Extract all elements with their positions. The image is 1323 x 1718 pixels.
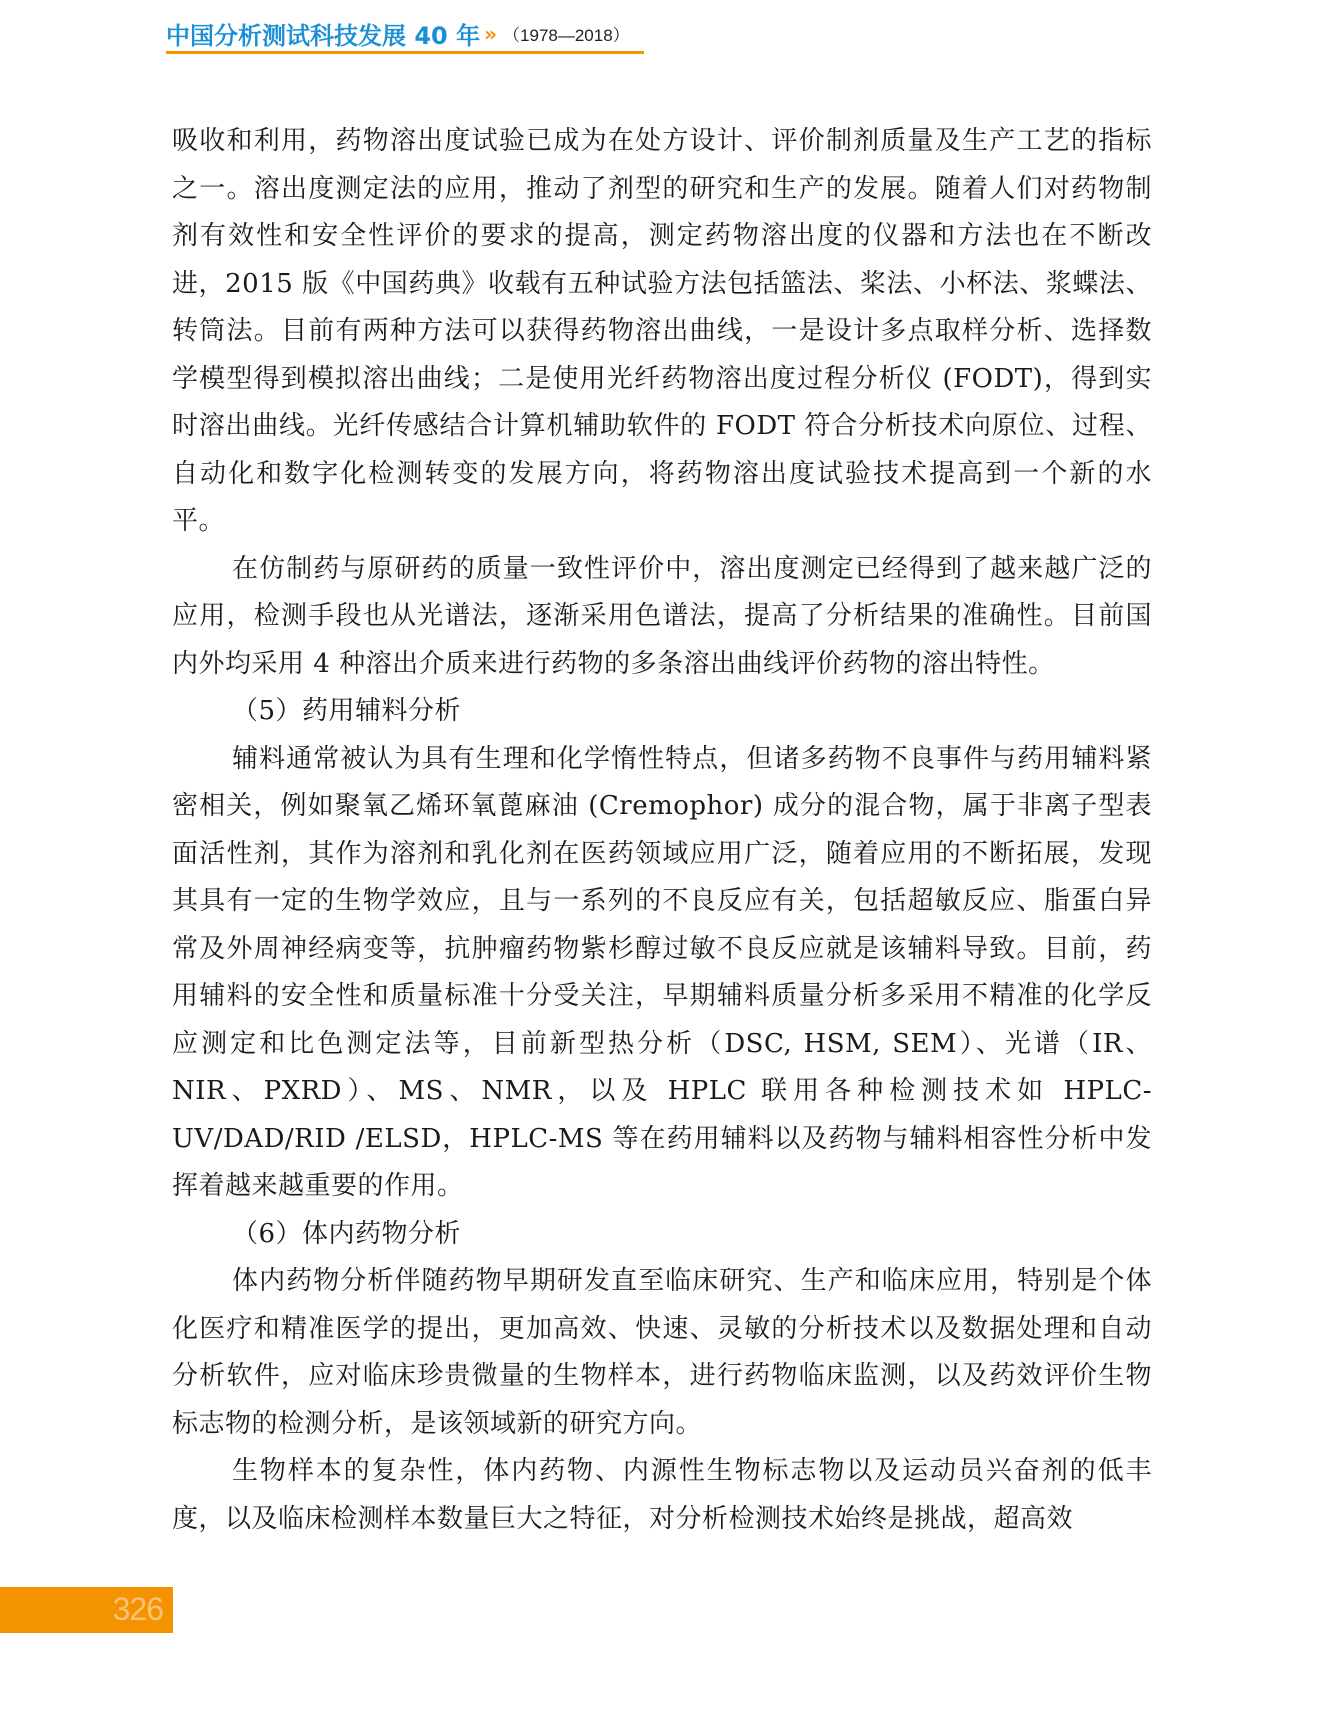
paragraph-excipient-analysis: 辅料通常被认为具有生理和化学惰性特点，但诸多药物不良事件与药用辅料紧密相关，例如聚氧乙烯环氧蓖麻油 (Cremophor) 成分的混合物，属于非离子型表面活性剂，其作为溶剂和乳化剂在医药领域应用广泛，随着应用的不断拓展，发现其具有一定的生物学效应，且与一系列的不良反应有关，包括超敏反应、脂蛋白异常及外周神经病变等，抗肿瘤药物紫杉醇过敏不良反应就是该辅料导致。目前，药用辅料的安全性和质量标准十分受关注，早期辅料质量分析多采用不精准的化学反应测定和比色测定法等，目前新型热分析（DSC, HSM, SEM）、光谱（IR、NIR、PXRD）、MS、NMR，以及 HPLC 联用各种检测技术如 HPLC-UV/DAD/RID /ELSD，HPLC-MS 等在药用辅料以及药物与辅料相容性分析中发挥着越来越重要的作用。 xyxy=(172,743,1152,1201)
paragraph-biological-samples: 生物样本的复杂性，体内药物、内源性生物标志物以及运动员兴奋剂的低丰度，以及临床检测样本数量巨大之特征，对分析检测技术始终是挑战，超高效 xyxy=(172,1456,1152,1534)
book-title: 中国分析测试科技发展 40 年 xyxy=(166,22,481,50)
double-chevron-icon: » xyxy=(484,21,498,46)
body-text xyxy=(172,118,1152,1543)
paragraph-consistency-evaluation: 在仿制药与原研药的质量一致性评价中，溶出度测定已经得到了越来越广泛的应用，检测手段也从光谱法，逐渐采用色谱法，提高了分析结果的准确性。目前国内外均采用 4 种溶出介质来进行药物的多条溶出曲线评价药物的溶出特性。 xyxy=(172,553,1152,679)
paragraph-dissolution-continued: 吸收和利用，药物溶出度试验已成为在处方设计、评价制剂质量及生产工艺的指标之一。溶出度测定法的应用，推动了剂型的研究和生产的发展。随着人们对药物制剂有效性和安全性评价的要求的提高，测定药物溶出度的仪器和方法也在不断改进，2015 版《中国药典》收载有五种试验方法包括篮法、桨法、小杯法、浆蝶法、转筒法。目前有两种方法可以获得药物溶出曲线，一是设计多点取样分析、选择数学模型得到模拟溶出曲线；二是使用光纤药物溶出度过程分析仪 (FODT)，得到实时溶出曲线。光纤传感结合计算机辅助软件的 FODT 符合分析技术向原位、过程、自动化和数字化检测转变的发展方向，将药物溶出度试验技术提高到一个新的水平。 xyxy=(172,126,1152,536)
book-years: （1978—2018） xyxy=(503,26,630,45)
section-heading-in-vivo-analysis: （6）体内药物分析 xyxy=(232,1218,462,1249)
header-rule xyxy=(166,51,644,54)
paragraph-in-vivo-analysis: 体内药物分析伴随药物早期研发直至临床研究、生产和临床应用，特别是个体化医疗和精准医学的提出，更加高效、快速、灵敏的分析技术以及数据处理和自动分析软件，应对临床珍贵微量的生物样本，进行药物临床监测，以及药效评价生物标志物的检测分析，是该领域新的研究方向。 xyxy=(172,1266,1152,1439)
running-header xyxy=(166,16,630,56)
page-number: 326 xyxy=(112,1591,163,1627)
page-number-tab xyxy=(0,1587,173,1633)
section-heading-excipient-analysis: （5）药用辅料分析 xyxy=(232,696,462,726)
